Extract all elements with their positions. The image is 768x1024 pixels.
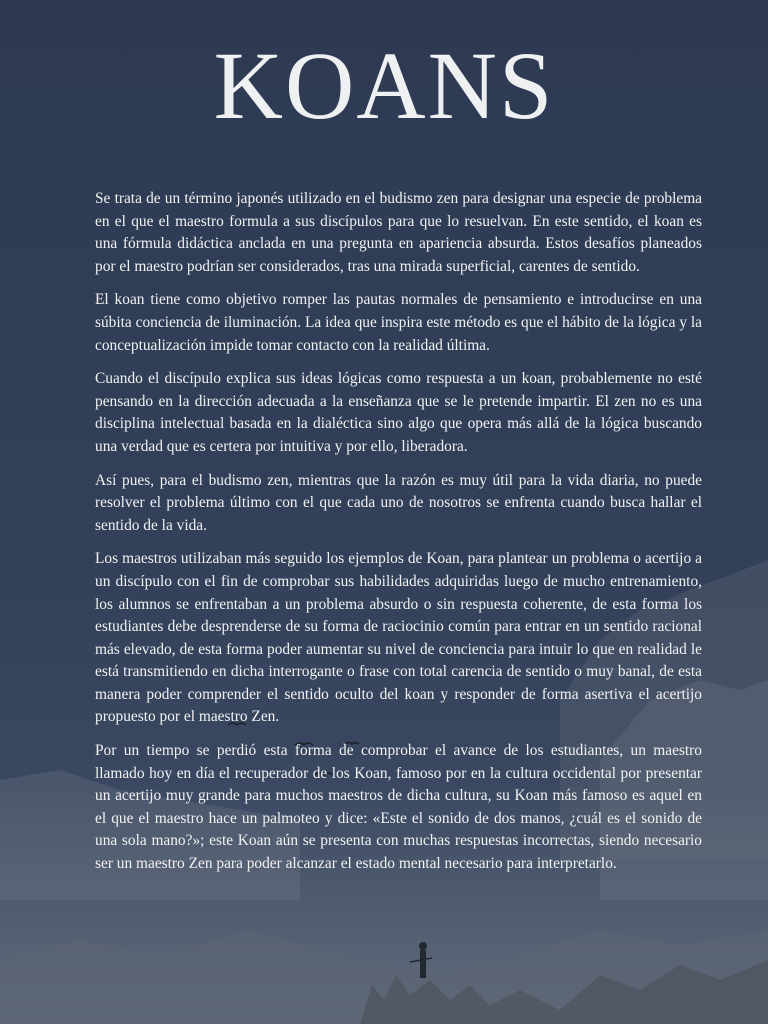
paragraph-logic: Cuando el discípulo explica sus ideas lógicas como respuesta a un koan, probablemente no esté pensando en la dirección adecuada a la enseñanza que se le pretende impartir. El zen no es una disciplina intelectual basada en la dialéctica sino algo que opera más allá de la lógica buscando una verdad que es certera por intuitiva y por ello, liberadora. [95, 370, 702, 455]
page-title: KOANS [213, 32, 555, 139]
paragraph-definition: Se trata de un término japonés utilizado en el budismo zen para designar una especie de problema en el que el maestro formula a sus discípulos para que lo resuelvan. En este sentido, el koan es una fórmula didáctica anclada en una pregunta en apariencia absurda. Estos desafíos planeados por el maestro podrían ser considerados, tras una mirada superficial, carentes de sentido. [95, 190, 702, 275]
paragraph-reason: Así pues, para el budismo zen, mientras que la razón es muy útil para la vida diaria, no puede resolver el problema último con el que cada uno de nosotros se enfrenta cuando busca hallar el sentido de la vida. [95, 471, 702, 534]
paragraph-history: Por un tiempo se perdió esta forma de comprobar el avance de los estudiantes, un maestro llamado hoy en día el recuperador de los Koan, famoso por en la cultura occidental por presentar un acertijo muy grande para muchos maestros de dicha cultura, su Koan más famoso es aquel en el que el maestro hace un palmoteo y dice: «Este el sonido de dos manos, ¿cuál es el sonido de una sola mano?»; este Koan aún se presenta con muchas respuestas incorrectas, siendo necesario ser un maestro Zen para poder alcanzar el estado mental necesario para interpretarlo. [95, 742, 702, 873]
article-body [95, 188, 702, 887]
paragraph-masters: Los maestros utilizaban más seguido los ejemplos de Koan, para plantear un problema o acertijo a un discípulo con el fin de comprobar sus habilidades adquiridas luego de mucho entrenamiento, los alumnos se enfrentaban a un problema absurdo o sin respuesta coherente, de esta forma los estudiantes debe desprenderse de su forma de raciocinio común para entrar en un sentido racional más elevado, de esta forma poder aumentar su nivel de conciencia para intuir lo que en realidad le está transmitiendo en dicha interrogante o frase con total carencia de sentido o muy banal, de esta manera poder comprender el sentido oculto del koan y responder de forma asertiva el acertijo propuesto por el maestro Zen. [95, 550, 702, 726]
paragraph-objective: El koan tiene como objetivo romper las pautas normales de pensamiento e introducirse en una súbita conciencia de iluminación. La idea que inspira este método es que el hábito de la lógica y la conceptualización impide tomar contacto con la realidad última. [95, 291, 702, 354]
